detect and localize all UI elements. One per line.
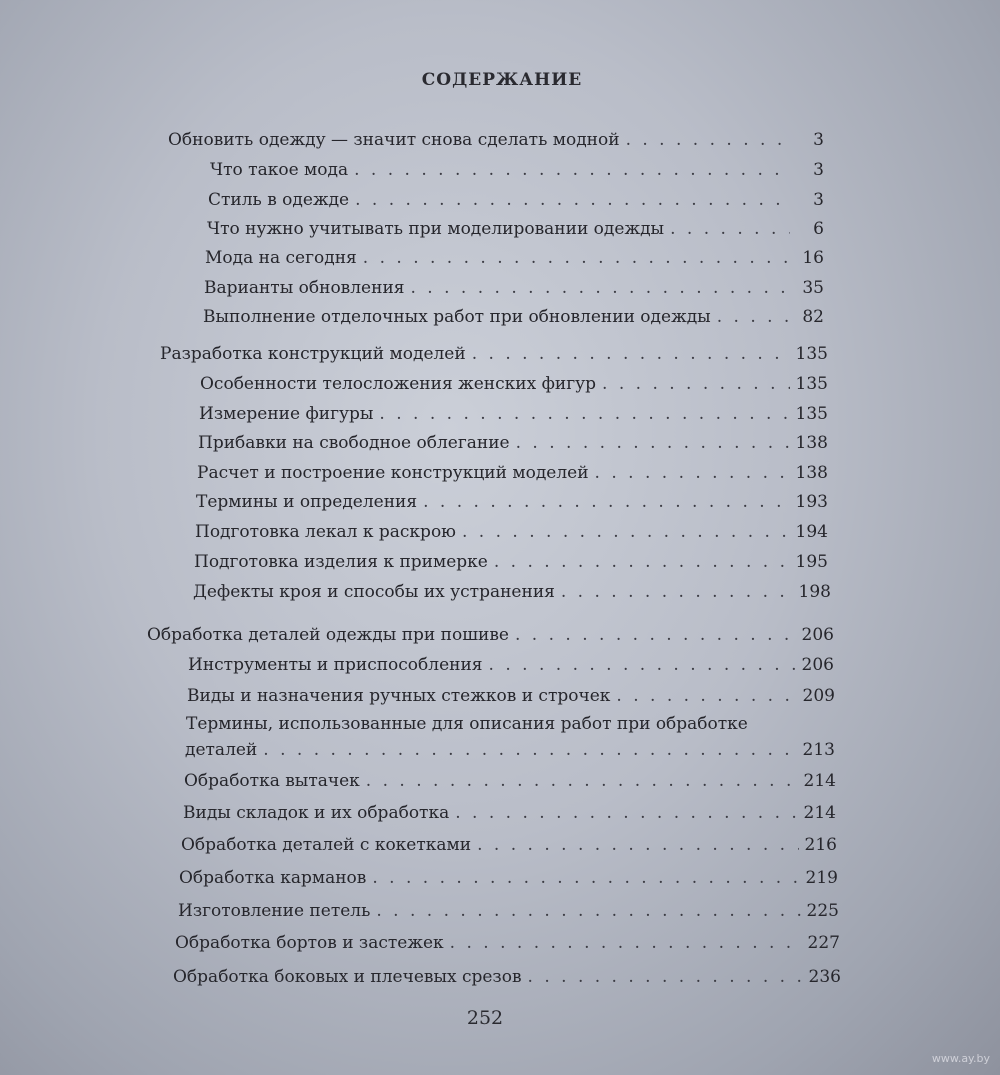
- toc-entry: [207, 219, 824, 239]
- toc-leader-dots: [376, 901, 800, 921]
- toc-entry-page: 3: [813, 160, 824, 180]
- toc-entry: [188, 655, 834, 675]
- toc-entry: [147, 625, 834, 645]
- toc-leader-dots: [602, 374, 790, 394]
- toc-entry-page: 138: [795, 433, 828, 453]
- toc-entry: [178, 901, 839, 921]
- toc-entry-page: 209: [802, 686, 835, 706]
- toc-entry-page: 35: [802, 278, 824, 298]
- toc-entry-label: Обработка карманов: [179, 868, 367, 888]
- toc-leader-dots: [626, 130, 790, 150]
- toc-entry: [186, 714, 835, 734]
- toc-entry: [184, 771, 836, 791]
- toc-entry: [179, 868, 838, 888]
- toc-leader-dots: [263, 740, 796, 760]
- toc-entry-page: 206: [801, 655, 834, 675]
- toc-entry-label: Подготовка изделия к примерке: [194, 552, 488, 572]
- toc-entry: [198, 433, 828, 453]
- toc-entry-label: Инструменты и приспособления: [188, 655, 483, 675]
- toc-leader-dots: [411, 278, 791, 298]
- toc-entry: [200, 374, 828, 394]
- toc-entry-page: 213: [802, 740, 835, 760]
- toc-entry-page: 6: [813, 219, 824, 239]
- toc-entry: [194, 552, 828, 572]
- toc-leader-dots: [494, 552, 790, 572]
- toc-entry-page: 193: [795, 492, 828, 512]
- toc-entry-label: Что нужно учитывать при моделировании одежды: [207, 219, 665, 239]
- toc-entry-page: 198: [798, 582, 831, 602]
- toc-entry: [199, 404, 828, 424]
- toc-entry-label: Подготовка лекал к раскрою: [195, 522, 456, 542]
- toc-entry: [204, 278, 824, 298]
- toc-entry-label: деталей: [185, 740, 258, 760]
- toc-entry: [181, 835, 837, 855]
- toc-entry-page: 219: [805, 868, 838, 888]
- toc-entry-label: Измерение фигуры: [199, 404, 374, 424]
- toc-leader-dots: [366, 771, 798, 791]
- toc-leader-dots: [455, 803, 797, 823]
- toc-entry-label: Расчет и построение конструкций моделей: [197, 463, 589, 483]
- toc-entry-page: 135: [795, 374, 828, 394]
- toc-entry-label: Стиль в одежде: [208, 190, 350, 210]
- toc-entry: [185, 740, 835, 760]
- toc-leader-dots: [462, 522, 790, 542]
- toc-leader-dots: [423, 492, 789, 512]
- toc-entry-label: Мода на сегодня: [205, 248, 357, 268]
- toc-entry-label: Разработка конструкций моделей: [160, 344, 466, 364]
- toc-entry: [195, 522, 828, 542]
- toc-leader-dots: [355, 190, 790, 210]
- toc-entry-label: Что такое мода: [210, 160, 349, 180]
- page-number: 252: [466, 1007, 504, 1029]
- toc-entry: [175, 933, 840, 953]
- toc-entry-page: 194: [795, 522, 828, 542]
- toc-leader-dots: [528, 967, 803, 987]
- toc-entry-label: Прибавки на свободное облегание: [198, 433, 510, 453]
- toc-leader-dots: [354, 160, 790, 180]
- toc-entry-label: Виды складок и их обработка: [183, 803, 450, 823]
- toc-leader-dots: [489, 655, 796, 675]
- toc-entry-label: Обработка деталей с кокетками: [181, 835, 472, 855]
- toc-entry-label: Обновить одежду — значит снова сделать модной: [168, 130, 620, 150]
- toc-entry-page: 214: [803, 803, 836, 823]
- toc-entry: [208, 190, 824, 210]
- toc-leader-dots: [616, 686, 796, 706]
- toc-entry-label: Обработка боковых и плечевых срезов: [173, 967, 522, 987]
- toc-entry: [193, 582, 831, 602]
- toc-entry-page: 227: [807, 933, 840, 953]
- toc-entry-page: 214: [803, 771, 836, 791]
- toc-entry: [203, 307, 824, 327]
- toc-entry: [160, 344, 828, 364]
- toc-entry-page: 195: [795, 552, 828, 572]
- toc-entry: [183, 803, 836, 823]
- toc-entry-label: Термины и определения: [196, 492, 418, 512]
- toc-leader-dots: [561, 582, 793, 602]
- toc-leader-dots: [372, 868, 799, 888]
- toc-entry-page: 135: [795, 344, 828, 364]
- toc-leader-dots: [670, 219, 790, 239]
- toc-entry-page: 225: [806, 901, 839, 921]
- toc-entry-page: 3: [813, 190, 824, 210]
- toc-entry-label: Изготовление петель: [178, 901, 371, 921]
- toc-entry-label: Дефекты кроя и способы их устранения: [193, 582, 555, 602]
- toc-entry-label: Обработка вытачек: [184, 771, 360, 791]
- toc-entry: [210, 160, 824, 180]
- toc-entry-page: 16: [802, 248, 824, 268]
- watermark: www.ay.by: [931, 1052, 990, 1065]
- toc-entry-page: 135: [795, 404, 828, 424]
- toc-entry-label: Особенности телосложения женских фигур: [200, 374, 597, 394]
- toc-leader-dots: [717, 307, 790, 327]
- toc-entry-page: 216: [804, 835, 837, 855]
- toc-leader-dots: [595, 463, 790, 483]
- toc-leader-dots: [472, 344, 790, 364]
- toc-entry-label: Варианты обновления: [204, 278, 405, 298]
- toc-leader-dots: [516, 433, 790, 453]
- toc-entry: [168, 130, 824, 150]
- toc-entry: [205, 248, 824, 268]
- toc-entry: [173, 967, 841, 987]
- toc-leader-dots: [450, 933, 802, 953]
- toc-entry-page: 82: [802, 307, 824, 327]
- toc-entry-label: Виды и назначения ручных стежков и строчек: [187, 686, 611, 706]
- toc-leader-dots: [379, 404, 789, 424]
- toc-entry-label: Термины, использованные для описания работ при обработке: [186, 714, 748, 734]
- toc-entry: [196, 492, 828, 512]
- toc-entry-page: 3: [813, 130, 824, 150]
- toc-entry-page: 138: [795, 463, 828, 483]
- toc-entry-label: Обработка деталей одежды при пошиве: [147, 625, 509, 645]
- toc-leader-dots: [515, 625, 796, 645]
- toc-entry: [187, 686, 835, 706]
- toc-entry-page: 206: [801, 625, 834, 645]
- toc-leader-dots: [363, 248, 790, 268]
- toc-entry-label: Выполнение отделочных работ при обновлении одежды: [203, 307, 711, 327]
- toc-leader-dots: [477, 835, 798, 855]
- page-title: СОДЕРЖАНИЕ: [421, 70, 583, 90]
- toc-entry-page: 236: [808, 967, 841, 987]
- toc-entry-label: Обработка бортов и застежек: [175, 933, 444, 953]
- toc-entry: [197, 463, 828, 483]
